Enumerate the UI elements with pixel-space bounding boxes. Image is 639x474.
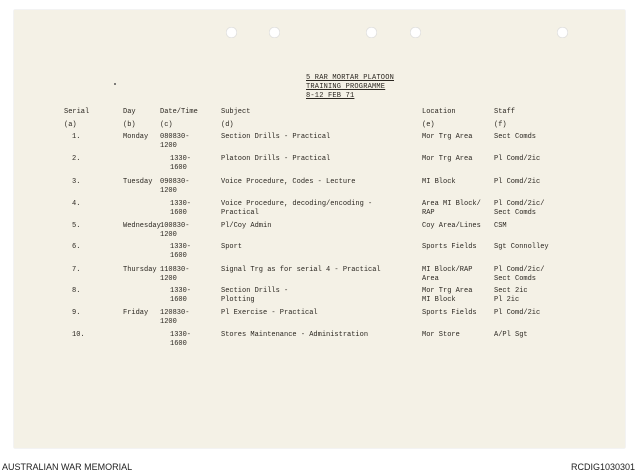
column-header-day: Day (123, 108, 136, 116)
cell-subject: Signal Trg as for serial 4 - Practical (221, 266, 381, 274)
cell-serial: 4. (72, 200, 81, 208)
cell-serial: 1. (72, 133, 81, 141)
cell-location: Mor Trg Area (422, 155, 473, 163)
cell-date-time: 1330- 1600 (170, 243, 192, 260)
cell-date-time: 120830- 1200 (160, 309, 190, 326)
cell-location: Area MI Block/ RAP (422, 200, 481, 217)
cell-staff: Sect Comds (494, 133, 537, 141)
cell-date-time: 090830- 1200 (160, 178, 190, 195)
document-title: 5 RAR MORTAR PLATOON (306, 74, 395, 82)
column-header-serial: Serial (64, 108, 90, 116)
cell-subject: Platoon Drills - Practical (221, 155, 331, 163)
cell-day: Thursday (123, 266, 157, 274)
cell-date-time: 100830- 1200 (160, 222, 190, 239)
column-code-day: (b) (123, 121, 136, 129)
cell-subject: Section Drills - Practical (221, 133, 331, 141)
cell-subject: Section Drills - Plotting (221, 287, 289, 304)
cell-location: Mor Store (422, 331, 460, 339)
ink-mark (114, 83, 116, 85)
cell-date-time: 1330- 1600 (170, 200, 192, 217)
cell-location: Sports Fields (422, 243, 477, 251)
cell-subject: Voice Procedure, Codes - Lecture (221, 178, 356, 186)
cell-serial: 8. (72, 287, 81, 295)
cell-staff: Pl Comd/2ic/ Sect Comds (494, 200, 545, 217)
cell-serial: 10. (72, 331, 85, 339)
cell-day: Monday (123, 133, 149, 141)
cell-day: Wednesday (123, 222, 161, 230)
column-code-location: (e) (422, 121, 435, 129)
cell-staff: Sect 2ic Pl 2ic (494, 287, 528, 304)
punch-hole (410, 27, 421, 38)
cell-location: Mor Trg Area (422, 133, 473, 141)
cell-location: Mor Trg Area MI Block (422, 287, 473, 304)
column-code-subject: (d) (221, 121, 234, 129)
cell-subject: Voice Procedure, decoding/encoding - Practical (221, 200, 373, 217)
cell-date-time: 080830- 1200 (160, 133, 190, 150)
cell-date-time: 110830- 1200 (160, 266, 190, 283)
cell-staff: Pl Comd/2ic (494, 178, 541, 186)
cell-serial: 5. (72, 222, 81, 230)
document-page (14, 10, 625, 448)
cell-location: Sports Fields (422, 309, 477, 317)
cell-serial: 2. (72, 155, 81, 163)
cell-location: MI Block (422, 178, 456, 186)
cell-subject: Stores Maintenance - Administration (221, 331, 369, 339)
column-code-date-time: (c) (160, 121, 173, 129)
cell-day: Tuesday (123, 178, 153, 186)
column-header-staff: Staff (494, 108, 516, 116)
cell-day: Friday (123, 309, 149, 317)
column-header-subject: Subject (221, 108, 251, 116)
cell-date-time: 1330- 1600 (170, 155, 192, 172)
cell-staff: Pl Comd/2ic/ Sect Comds (494, 266, 545, 283)
cell-date-time: 1330- 1600 (170, 287, 192, 304)
cell-serial: 7. (72, 266, 81, 274)
cell-subject: Pl/Coy Admin (221, 222, 272, 230)
footer-record-id: RCDIG1030301 (570, 462, 635, 472)
punch-hole (366, 27, 377, 38)
cell-staff: A/Pl Sgt (494, 331, 528, 339)
cell-serial: 3. (72, 178, 81, 186)
cell-staff: Pl Comd/2ic (494, 309, 541, 317)
cell-subject: Sport (221, 243, 243, 251)
footer-credit: AUSTRALIAN WAR MEMORIAL (2, 462, 133, 472)
punch-hole (269, 27, 280, 38)
cell-date-time: 1330- 1600 (170, 331, 192, 348)
cell-staff: Sgt Connolley (494, 243, 549, 251)
column-header-location: Location (422, 108, 456, 116)
column-code-staff: (f) (494, 121, 507, 129)
cell-location: Coy Area/Lines (422, 222, 481, 230)
column-code-serial: (a) (64, 121, 77, 129)
cell-location: MI Block/RAP Area (422, 266, 473, 283)
column-header-date-time: Date/Time (160, 108, 198, 116)
cell-staff: CSM (494, 222, 507, 230)
cell-subject: Pl Exercise - Practical (221, 309, 318, 317)
document-date-range: 8-12 FEB 71 (306, 92, 355, 100)
punch-hole (226, 27, 237, 38)
cell-staff: Pl Comd/2ic (494, 155, 541, 163)
punch-hole (557, 27, 568, 38)
cell-serial: 9. (72, 309, 81, 317)
cell-serial: 6. (72, 243, 81, 251)
document-subtitle: TRAINING PROGRAMME (306, 83, 386, 91)
